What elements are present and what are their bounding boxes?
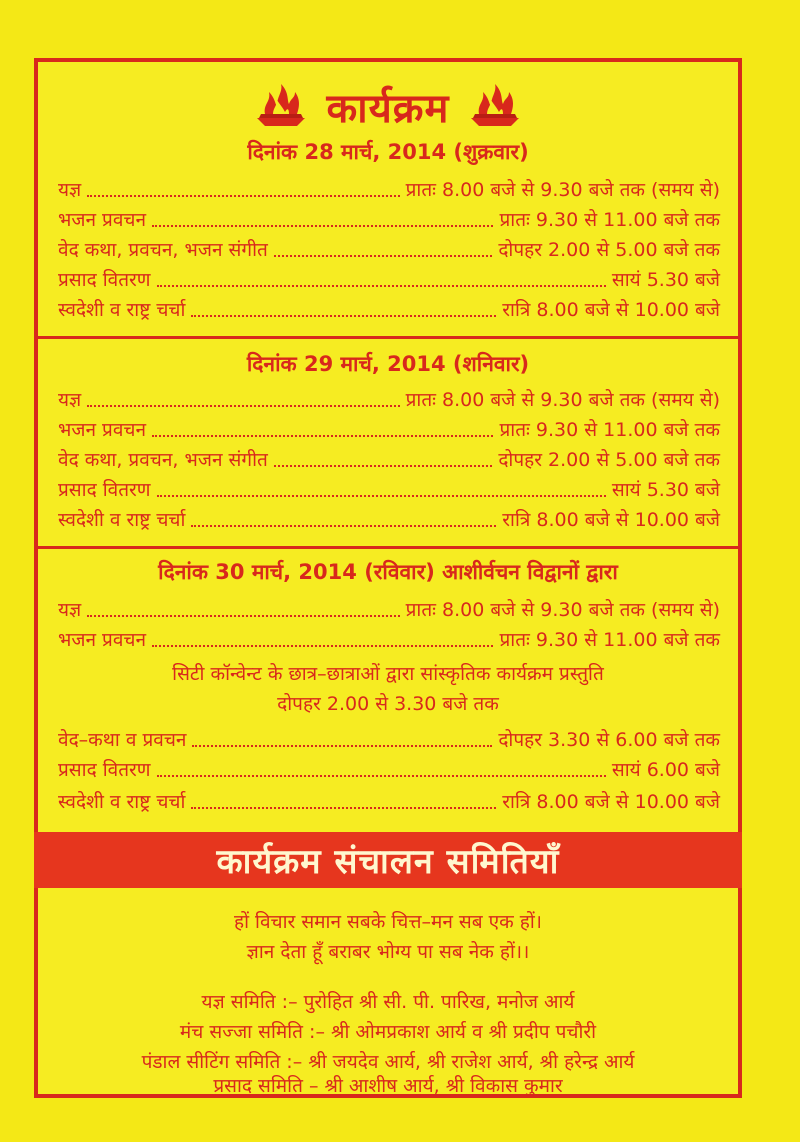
schedule-row	[58, 446, 720, 474]
row-label: यज्ञ	[58, 179, 82, 201]
leader-dots	[152, 633, 493, 647]
row-time: सायं 5.30 बजे	[611, 479, 720, 501]
schedule-row	[58, 788, 720, 816]
leader-dots	[157, 763, 606, 777]
row-label: स्वदेशी व राष्ट्र चर्चा	[58, 299, 186, 321]
schedule-row	[58, 756, 720, 784]
cultural-program-time: दोपहर 2.00 से 3.30 बजे तक	[277, 693, 499, 715]
committee-line: प्रसाद समिति – श्री आशीष आर्य, श्री विकास कुमार	[213, 1075, 563, 1097]
havan-kund-fire-icon	[467, 84, 523, 128]
row-time: दोपहर 2.00 से 5.00 बजे तक	[498, 239, 720, 261]
day-2-heading: दिनांक 29 मार्च, 2014 (शनिवार)	[246, 352, 530, 376]
row-time: रात्रि 8.00 बजे से 10.00 बजे	[502, 299, 720, 321]
leader-dots	[152, 213, 493, 227]
schedule-row	[58, 206, 720, 234]
leader-dots	[274, 453, 492, 467]
committee-line: यज्ञ समिति :– पुरोहित श्री सी. पी. पारिख, मनोज आर्य	[201, 991, 575, 1013]
row-time: सायं 5.30 बजे	[611, 269, 720, 291]
schedule-row	[58, 726, 720, 754]
schedule-row	[58, 176, 720, 204]
schedule-row	[58, 626, 720, 654]
schedule-row	[58, 236, 720, 264]
section-divider	[38, 336, 738, 339]
row-time: रात्रि 8.00 बजे से 10.00 बजे	[502, 509, 720, 531]
leader-dots	[87, 393, 399, 407]
verse-line: हों विचार समान सबके चित्त–मन सब एक हों।	[233, 911, 542, 933]
schedule-row	[58, 596, 720, 624]
program-frame	[34, 58, 742, 1098]
leader-dots	[274, 243, 492, 257]
schedule-row	[58, 266, 720, 294]
leader-dots	[152, 423, 493, 437]
row-time: प्रातः 8.00 बजे से 9.30 बजे तक (समय से)	[405, 599, 720, 621]
leader-dots	[191, 513, 496, 527]
row-label: वेद कथा, प्रवचन, भजन संगीत	[58, 239, 268, 261]
schedule-row	[58, 476, 720, 504]
leader-dots	[87, 183, 399, 197]
verse-line: ज्ञान देता हूँ बराबर भोग्य पा सब नेक हों।।	[246, 941, 530, 963]
leader-dots	[191, 303, 496, 317]
row-label: वेद–कथा व प्रवचन	[58, 729, 187, 751]
leader-dots	[157, 483, 606, 497]
row-time: प्रातः 8.00 बजे से 9.30 बजे तक (समय से)	[405, 389, 720, 411]
row-label: प्रसाद वितरण	[58, 759, 151, 781]
row-time: दोपहर 3.30 से 6.00 बजे तक	[498, 729, 720, 751]
schedule-row	[58, 386, 720, 414]
row-time: प्रातः 9.30 से 11.00 बजे तक	[499, 419, 720, 441]
row-label: स्वदेशी व राष्ट्र चर्चा	[58, 791, 186, 813]
banner-title: कार्यक्रम संचालन समितियाँ	[216, 842, 560, 882]
row-label: भजन प्रवचन	[58, 629, 147, 651]
title-row	[38, 76, 738, 136]
day-3-heading: दिनांक 30 मार्च, 2014 (रविवार) आशीर्वचन विद्वानों द्वारा	[158, 560, 618, 584]
row-label: प्रसाद वितरण	[58, 269, 151, 291]
row-label: प्रसाद वितरण	[58, 479, 151, 501]
committee-line: मंच सज्जा समिति :– श्री ओमप्रकाश आर्य व श्री प्रदीप पचौरी	[179, 1021, 597, 1043]
committees-banner	[34, 832, 742, 888]
schedule-row	[58, 416, 720, 444]
page-title: कार्यक्रम	[326, 85, 450, 132]
row-time: सायं 6.00 बजे	[611, 759, 720, 781]
schedule-row	[58, 296, 720, 324]
schedule-row	[58, 506, 720, 534]
row-time: रात्रि 8.00 बजे से 10.00 बजे	[502, 791, 720, 813]
day-1-heading: दिनांक 28 मार्च, 2014 (शुक्रवार)	[247, 140, 529, 164]
row-time: दोपहर 2.00 से 5.00 बजे तक	[498, 449, 720, 471]
section-divider	[38, 546, 738, 549]
leader-dots	[157, 273, 606, 287]
havan-kund-fire-icon	[253, 84, 309, 128]
row-time: प्रातः 9.30 से 11.00 बजे तक	[499, 209, 720, 231]
leader-dots	[191, 795, 496, 809]
cultural-program-line: सिटी कॉन्वेन्ट के छात्र–छात्राओं द्वारा सांस्कृतिक कार्यक्रम प्रस्तुति	[172, 663, 604, 685]
row-label: वेद कथा, प्रवचन, भजन संगीत	[58, 449, 268, 471]
row-time: प्रातः 8.00 बजे से 9.30 बजे तक (समय से)	[405, 179, 720, 201]
row-time: प्रातः 9.30 से 11.00 बजे तक	[499, 629, 720, 651]
committee-line: पंडाल सीटिंग समिति :– श्री जयदेव आर्य, श्री राजेश आर्य, श्री हरेन्द्र आर्य	[141, 1051, 635, 1073]
row-label: यज्ञ	[58, 389, 82, 411]
row-label: भजन प्रवचन	[58, 419, 147, 441]
row-label: स्वदेशी व राष्ट्र चर्चा	[58, 509, 186, 531]
row-label: यज्ञ	[58, 599, 82, 621]
leader-dots	[192, 733, 492, 747]
row-label: भजन प्रवचन	[58, 209, 147, 231]
leader-dots	[87, 603, 399, 617]
